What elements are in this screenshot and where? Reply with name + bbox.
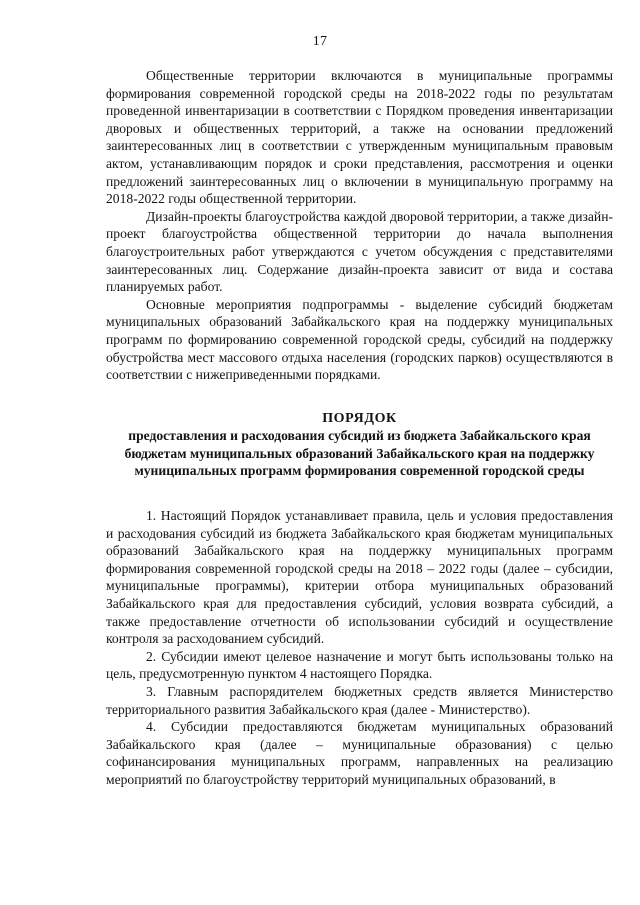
order-title: ПОРЯДОК bbox=[322, 410, 397, 426]
paragraph-main-activities: Основные мероприятия подпрограммы - выделение субсидий бюджетам муниципальных образований Забайкальского края на поддержку муниципальных программ по формированию современной городской среды, субсидий на поддержку обустройства мест массового отдыха населения (городских парков) осуществляются в соответствии с нижеприведенными порядками. bbox=[106, 296, 613, 383]
page-number: 17 bbox=[312, 34, 328, 49]
paragraph-public-territories: Общественные территории включаются в муниципальные программы формирования современной городской среды на 2018-2022 годы по результатам проведенной инвентаризации в соответствии с Порядком проведения инвентаризации дворовых и общественных территорий, а также на основании предложений заинтересованных лиц в соответствии с утвержденным муниципальным правовым актом, устанавливающим порядок и сроки представления, рассмотрения и оценки предложений заинтересованных лиц о включении в муниципальную программу на 2018-2022 годы общественной территории. bbox=[106, 68, 613, 207]
order-item-3: 3. Главным распорядителем бюджетных средств является Министерство территориального развития Забайкальского края (далее - Министерство). bbox=[106, 684, 613, 717]
order-item-4: 4. Субсидии предоставляются бюджетам муниципальных образований Забайкальского края (далее – муниципальные образования) с целью софинансирования муниципальных программ, направленных на реализацию мероприятий по благоустройству территорий муниципальных образований, в bbox=[106, 719, 613, 787]
order-item-1: 1. Настоящий Порядок устанавливает правила, цель и условия предоставления и расходования субсидий из бюджета Забайкальского края бюджетам муниципальных образований Забайкальского края на поддержку муниципальных программ формирования современной городской среды на 2018 – 2022 годы (далее – субсидии, муниципальные программы), критерии отбора муниципальных образований Забайкальского края для предоставления субсидий, условия возврата субсидий, а также предоставление отчетности об использовании субсидий и осуществление контроля за расходованием субсидий. bbox=[106, 508, 613, 647]
order-item-2: 2. Субсидии имеют целевое назначение и могут быть использованы только на цель, предусмотренную пунктом 4 настоящего Порядка. bbox=[106, 648, 613, 682]
order-subtitle: предоставления и расходования субсидий из бюджета Забайкальского края бюджетам муниципальных образований Забайкальского края на поддержку муниципальных программ формирования современной городской среды bbox=[124, 428, 595, 479]
document-body bbox=[106, 67, 613, 789]
paragraph-design-projects: Дизайн-проекты благоустройства каждой дворовой территории, а также дизайн-проект благоустройства общественной территории до начала выполнения благоустроительных работ утверждаются с учетом обсуждения с представителями заинтересованных лиц. Содержание дизайн-проекта зависит от вида и состава планируемых работ. bbox=[106, 208, 613, 295]
